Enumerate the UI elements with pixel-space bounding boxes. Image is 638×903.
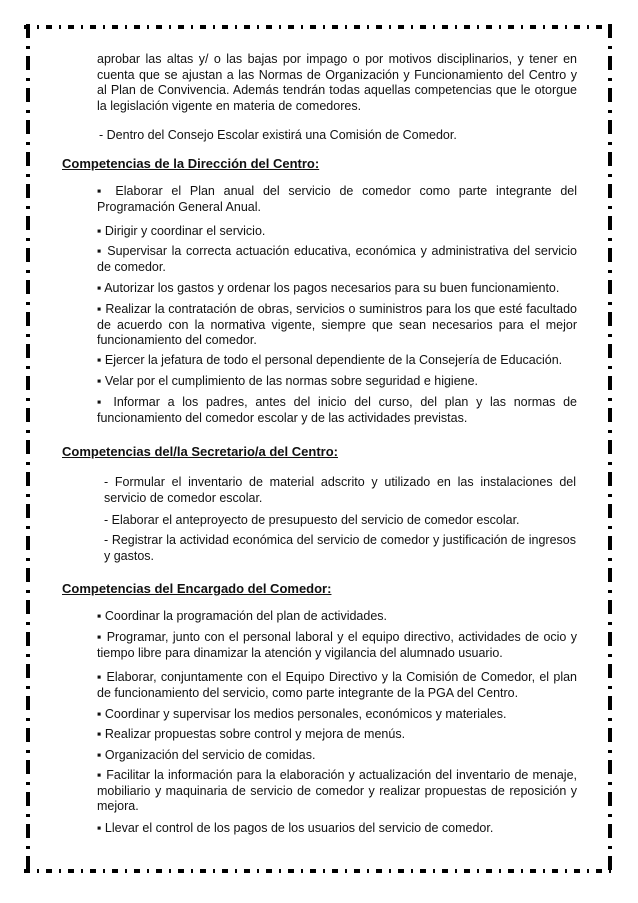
direccion-item: ▪ Informar a los padres, antes del inicio del curso, del plan y las normas de funcionamiento del comedor escolar y de las actividades previstas. (97, 395, 577, 425)
secretario-item: - Registrar la actividad económica del servicio de comedor y justificación de ingresos y gastos. (104, 533, 576, 563)
direccion-item: ▪ Elaborar el Plan anual del servicio de comedor como parte integrante del Programación General Anual. (97, 184, 577, 214)
direccion-item: ▪ Ejercer la jefatura de todo el personal dependiente de la Consejería de Educación. (97, 353, 563, 367)
direccion-item: ▪ Autorizar los gastos y ordenar los pagos necesarios para su buen funcionamiento. (97, 281, 560, 295)
intro-note: - Dentro del Consejo Escolar existirá una Comisión de Comedor. (99, 128, 457, 142)
encargado-item: ▪ Llevar el control de los pagos de los usuarios del servicio de comedor. (97, 821, 494, 835)
direccion-item: ▪ Realizar la contratación de obras, servicios o suministros para los que esté facultado de acuerdo con la normativa vigente, siempre que sean necesarios para el mejor funcionamiento del comedor. (97, 302, 577, 348)
encargado-item: ▪ Facilitar la información para la elaboración y actualización del inventario de menaje, mobiliario y maquinaria de servicio de comedor y realizar propuestas de reposición y mejora. (97, 768, 577, 814)
direccion-item: ▪ Dirigir y coordinar el servicio. (97, 224, 266, 238)
heading-direccion: Competencias de la Dirección del Centro: (62, 156, 320, 171)
direccion-item: ▪ Velar por el cumplimiento de las normas sobre seguridad e higiene. (97, 374, 479, 388)
encargado-item: ▪ Coordinar y supervisar los medios personales, económicos y materiales. (97, 707, 507, 721)
encargado-item: ▪ Organización del servicio de comidas. (97, 748, 316, 762)
heading-encargado: Competencias del Encargado del Comedor: (62, 581, 332, 596)
heading-secretario: Competencias del/la Secretario/a del Centro: (62, 444, 338, 459)
secretario-item: - Formular el inventario de material adscrito y utilizado en las instalaciones del servicio de comedor escolar. (104, 475, 576, 505)
encargado-item: ▪ Elaborar, conjuntamente con el Equipo Directivo y la Comisión de Comedor, el plan de funcionamiento del servicio, como parte integrante de la PGA del Centro. (97, 670, 577, 700)
encargado-item: ▪ Coordinar la programación del plan de actividades. (97, 609, 388, 623)
intro-paragraph: aprobar las altas y/ o las bajas por impago o por motivos disciplinarios, y tener en cuenta que se ajustan a las Normas de Organización y Funcionamiento del Centro y al Plan de Convivencia. Además tendrán todas aquellas competencias que le otorgue la legislación vigente en materia de comedores. (97, 52, 577, 113)
direccion-item: ▪ Supervisar la correcta actuación educativa, económica y administrativa del servicio de comedor. (97, 244, 577, 274)
secretario-item: - Elaborar el anteproyecto de presupuesto del servicio de comedor escolar. (104, 513, 520, 527)
encargado-item: ▪ Realizar propuestas sobre control y mejora de menús. (97, 727, 406, 741)
encargado-item: ▪ Programar, junto con el personal laboral y el equipo directivo, actividades de ocio y tiempo libre para dinamizar la atención y vigilancia del alumnado usuario. (97, 630, 577, 660)
